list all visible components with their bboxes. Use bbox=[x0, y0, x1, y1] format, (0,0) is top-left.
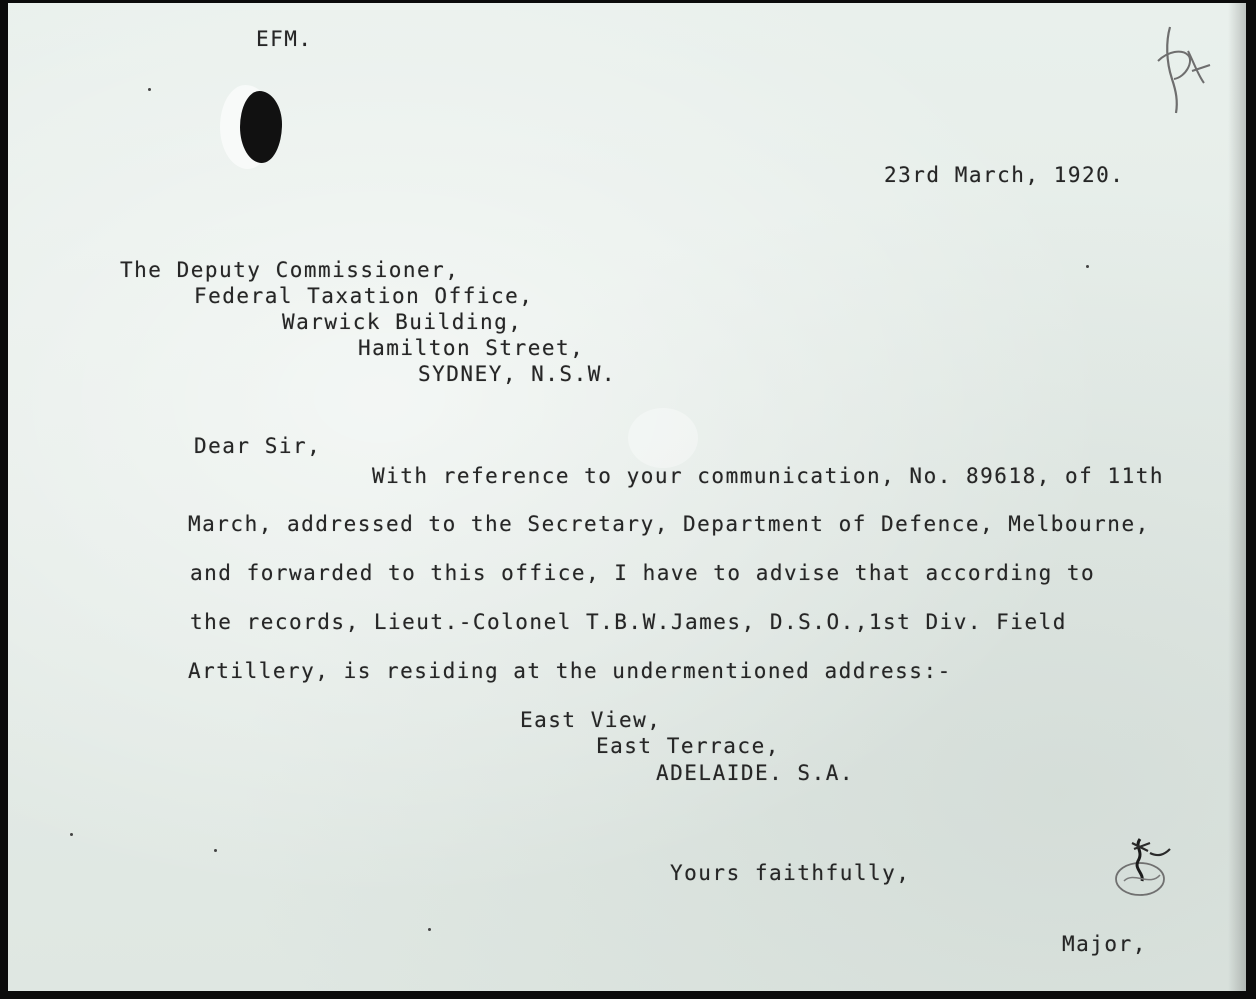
salutation: Dear Sir, bbox=[194, 434, 322, 458]
body-line: With reference to your communication, No. 89618, of 11th bbox=[372, 464, 1165, 488]
recipient-line: Federal Taxation Office, bbox=[194, 284, 534, 308]
letter-page bbox=[8, 3, 1246, 991]
signatory-title: Major, bbox=[1062, 932, 1147, 956]
recipient-line: Warwick Building, bbox=[282, 310, 523, 334]
punch-hole bbox=[240, 91, 282, 163]
recipient-line: The Deputy Commissioner, bbox=[120, 258, 460, 282]
paper-speck bbox=[214, 849, 217, 852]
body-line: March, addressed to the Secretary, Department of Defence, Melbourne, bbox=[188, 512, 1150, 536]
page-edge-shadow bbox=[1228, 3, 1246, 991]
paper-speck bbox=[428, 928, 431, 931]
closing: Yours faithfully, bbox=[670, 861, 911, 885]
address-line: East View, bbox=[520, 708, 662, 732]
letter-date: 23rd March, 1920. bbox=[884, 163, 1125, 187]
body-line: and forwarded to this office, I have to advise that according to bbox=[190, 561, 1096, 585]
paper-stain bbox=[628, 408, 698, 468]
reference-mark: EFM. bbox=[256, 27, 313, 51]
paper-speck bbox=[70, 833, 73, 836]
paper-speck bbox=[148, 88, 151, 91]
recipient-line: SYDNEY, N.S.W. bbox=[418, 362, 617, 386]
address-line: ADELAIDE. S.A. bbox=[656, 761, 855, 785]
signature-mark bbox=[1104, 831, 1184, 906]
body-line: Artillery, is residing at the undermentioned address:- bbox=[188, 659, 952, 683]
recipient-line: Hamilton Street, bbox=[358, 336, 585, 360]
body-line: the records, Lieut.-Colonel T.B.W.James, D.S.O.,1st Div. Field bbox=[190, 610, 1067, 634]
address-line: East Terrace, bbox=[596, 734, 780, 758]
paper-speck bbox=[1086, 265, 1089, 268]
handwritten-initials-mark bbox=[1148, 21, 1218, 116]
